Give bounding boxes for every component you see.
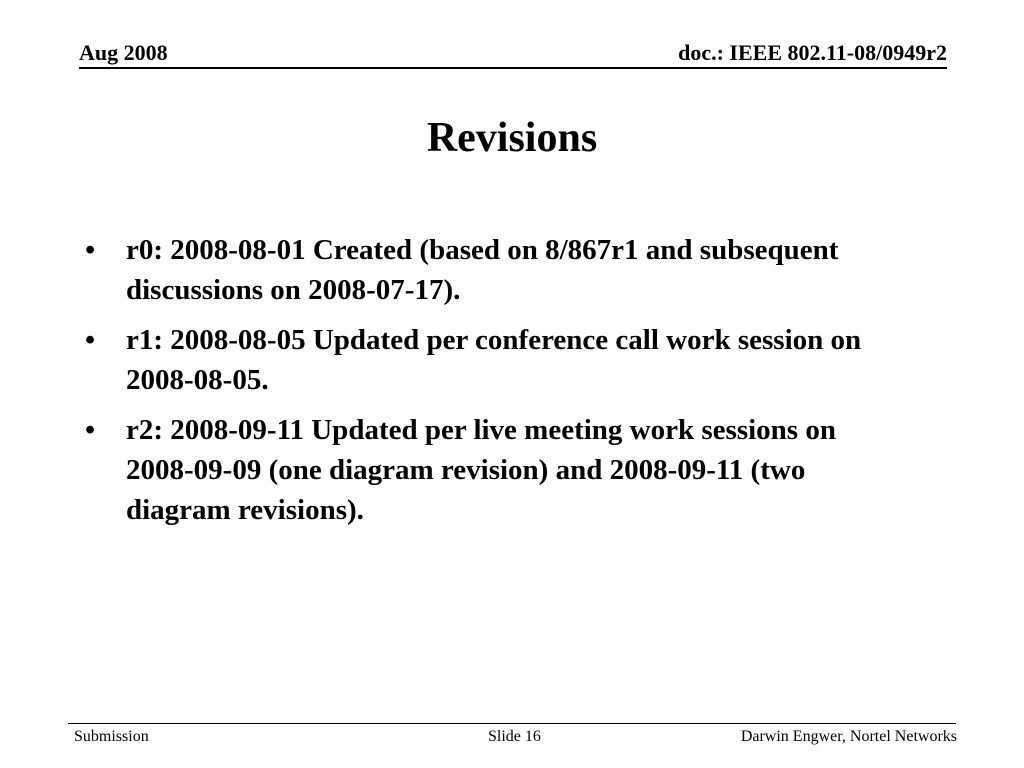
bullet-icon: • xyxy=(85,324,96,356)
revision-text: r0: 2008-08-01 Created (based on 8/867r1 and subsequent discussions on 2008-07-17). xyxy=(126,234,839,306)
slide-number: Slide 16 xyxy=(488,728,541,745)
footer-submission: Submission xyxy=(74,728,149,745)
header-doc-id: doc.: IEEE 802.11-08/0949r2 xyxy=(678,40,947,65)
footer-author: Darwin Engwer, Nortel Networks xyxy=(740,728,957,745)
footer-divider xyxy=(68,723,956,724)
revision-text: r2: 2008-09-11 Updated per live meeting work sessions on 2008-09-09 (one diagram revision) and 2008-09-11 (two diagram revisions). xyxy=(126,414,836,526)
revision-item-r2 xyxy=(83,410,883,530)
bullet-icon: • xyxy=(85,234,96,266)
revision-item-r1 xyxy=(83,320,883,400)
revision-item-r0 xyxy=(83,230,883,310)
bullet-icon: • xyxy=(85,414,96,446)
revision-text: r1: 2008-08-05 Updated per conference call work session on 2008-08-05. xyxy=(126,324,862,396)
slide-title: Revisions xyxy=(426,115,598,161)
header-date: Aug 2008 xyxy=(79,40,168,65)
header-divider xyxy=(79,67,947,69)
revision-list xyxy=(83,230,883,540)
